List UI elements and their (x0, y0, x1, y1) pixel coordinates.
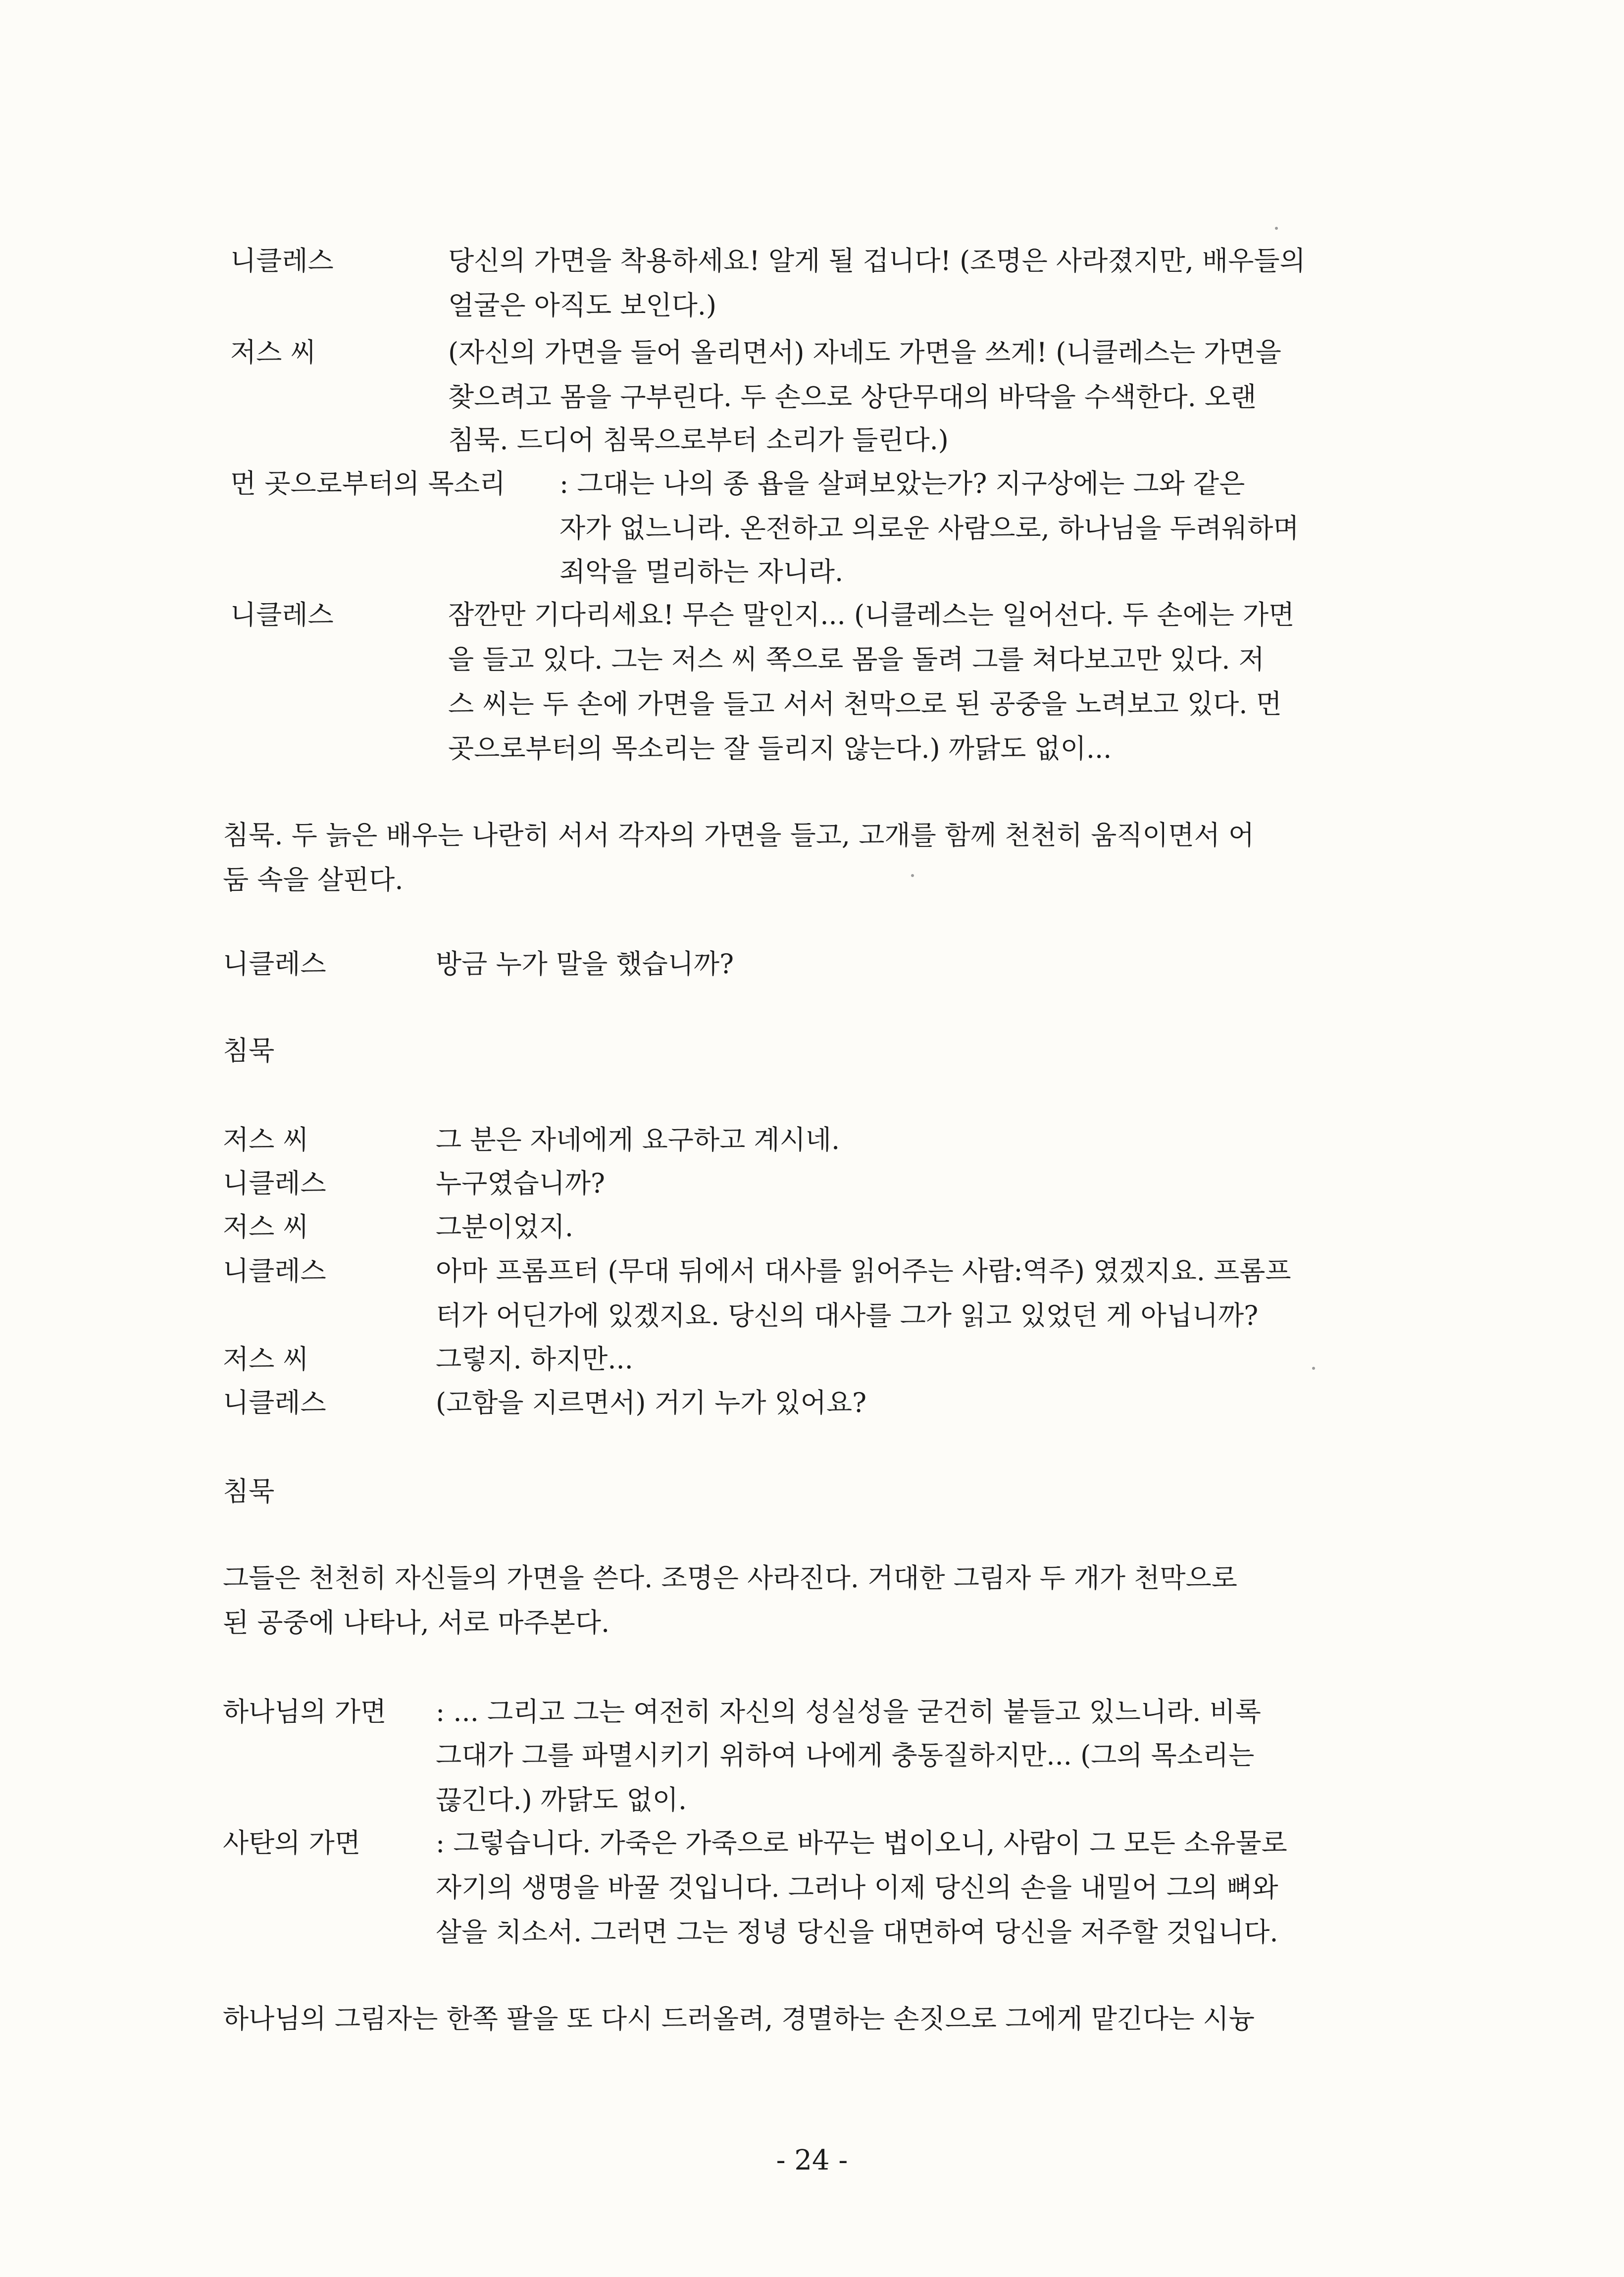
stage-direction: 침묵. 두 늙은 배우는 나란히 서서 각자의 가면을 들고, 고개를 함께 천천히 움직이면서 어 (223, 820, 1255, 851)
dialogue-line: : 그대는 나의 종 욥을 살펴보았는가? 지구상에는 그와 같은 (559, 468, 1245, 499)
dialogue-line: 얼굴은 아직도 보인다.) (448, 290, 717, 321)
dialogue-line: 방금 누가 말을 했습니까? (436, 948, 734, 980)
speaker-nickles: 니클레스 (223, 948, 326, 980)
dialogue-line: 스 씨는 두 손에 가면을 들고 서서 천막으로 된 공중을 노려보고 있다. 먼 (448, 688, 1282, 720)
dialogue-line: 찾으려고 몸을 구부린다. 두 손으로 상단무대의 바닥을 수색한다. 오랜 (448, 381, 1257, 413)
dialogue-line: 끊긴다.) 까닭도 없이. (436, 1784, 687, 1815)
dialogue-line: : 그렇습니다. 가죽은 가죽으로 바꾸는 법이오니, 사람이 그 모든 소유물로 (436, 1827, 1287, 1859)
dialogue-line: 죄악을 멀리하는 자니라. (559, 556, 844, 587)
paper-speck (1275, 227, 1278, 230)
dialogue-line: 곳으로부터의 목소리는 잘 들리지 않는다.) 까닭도 없이... (448, 733, 1112, 764)
page-number: - 24 - (776, 2144, 848, 2176)
dialogue-line: 살을 치소서. 그러면 그는 정녕 당신을 대면하여 당신을 저주할 것입니다. (436, 1916, 1278, 1948)
stage-direction: 침묵 (223, 1035, 275, 1066)
dialogue-line: 터가 어딘가에 있겠지요. 당신의 대사를 그가 읽고 있었던 게 아닙니까? (436, 1300, 1259, 1331)
speaker-mr-zuss: 저스 씨 (223, 1124, 309, 1155)
dialogue-line: 그대가 그를 파멸시키기 위하여 나에게 충동질하지만... (그의 목소리는 (436, 1740, 1255, 1771)
stage-direction: 된 공중에 나타나, 서로 마주본다. (223, 1607, 610, 1638)
dialogue-line: 당신의 가면을 착용하세요! 알게 될 겁니다! (조명은 사라졌지만, 배우들의 (448, 245, 1306, 276)
speaker-nickles: 니클레스 (223, 1255, 326, 1287)
dialogue-line: 침묵. 드디어 침묵으로부터 소리가 들린다.) (448, 424, 949, 456)
dialogue-line: 그분이었지. (436, 1211, 573, 1242)
speaker-mask-of-god: 하나님의 가면 (223, 1696, 387, 1727)
speaker-nickles: 니클레스 (230, 599, 334, 630)
speaker-nickles: 니클레스 (223, 1168, 326, 1199)
speaker-nickles: 니클레스 (223, 1387, 326, 1418)
dialogue-line: 그렇지. 하지만... (436, 1344, 633, 1375)
dialogue-line: 누구였습니까? (436, 1168, 605, 1199)
dialogue-line: 자기의 생명을 바꿀 것입니다. 그러나 이제 당신의 손을 내밀어 그의 뼈와 (436, 1872, 1278, 1903)
dialogue-line: 자가 없느니라. 온전하고 의로운 사람으로, 하나님을 두려워하며 (559, 513, 1299, 544)
stage-direction: 둠 속을 살핀다. (223, 864, 404, 895)
dialogue-line: (고함을 지르면서) 거기 누가 있어요? (436, 1387, 867, 1418)
paper-speck (911, 874, 914, 877)
speaker-mask-of-satan: 사탄의 가면 (223, 1827, 360, 1859)
paper-speck (1312, 1367, 1315, 1370)
speaker-distant-voice: 먼 곳으로부터의 목소리 (230, 468, 506, 499)
dialogue-line: 아마 프롬프터 (무대 뒤에서 대사를 읽어주는 사람:역주) 였겠지요. 프롬프 (436, 1255, 1291, 1287)
speaker-mr-zuss: 저스 씨 (223, 1344, 309, 1375)
dialogue-line: (자신의 가면을 들어 올리면서) 자네도 가면을 쓰게! (니클레스는 가면을 (448, 337, 1281, 368)
dialogue-line: 그 분은 자네에게 요구하고 계시네. (436, 1124, 840, 1155)
stage-direction: 침묵 (223, 1476, 275, 1507)
speaker-mr-zuss: 저스 씨 (223, 1211, 309, 1242)
speaker-nickles: 니클레스 (230, 245, 334, 276)
dialogue-line: : ... 그리고 그는 여전히 자신의 성실성을 굳건히 붙들고 있느니라. 비록 (436, 1696, 1261, 1727)
stage-direction: 하나님의 그림자는 한쪽 팔을 또 다시 드러올려, 경멸하는 손짓으로 그에게 맡긴다는 시늉 (223, 2003, 1255, 2034)
speaker-mr-zuss: 저스 씨 (230, 337, 316, 368)
stage-direction: 그들은 천천히 자신들의 가면을 쓴다. 조명은 사라진다. 거대한 그림자 두 개가 천막으로 (223, 1562, 1237, 1594)
dialogue-line: 을 들고 있다. 그는 저스 씨 쪽으로 몸을 돌려 그를 쳐다보고만 있다. 저 (448, 644, 1265, 675)
dialogue-line: 잠깐만 기다리세요! 무슨 말인지... (니클레스는 일어선다. 두 손에는 가면 (448, 599, 1295, 630)
